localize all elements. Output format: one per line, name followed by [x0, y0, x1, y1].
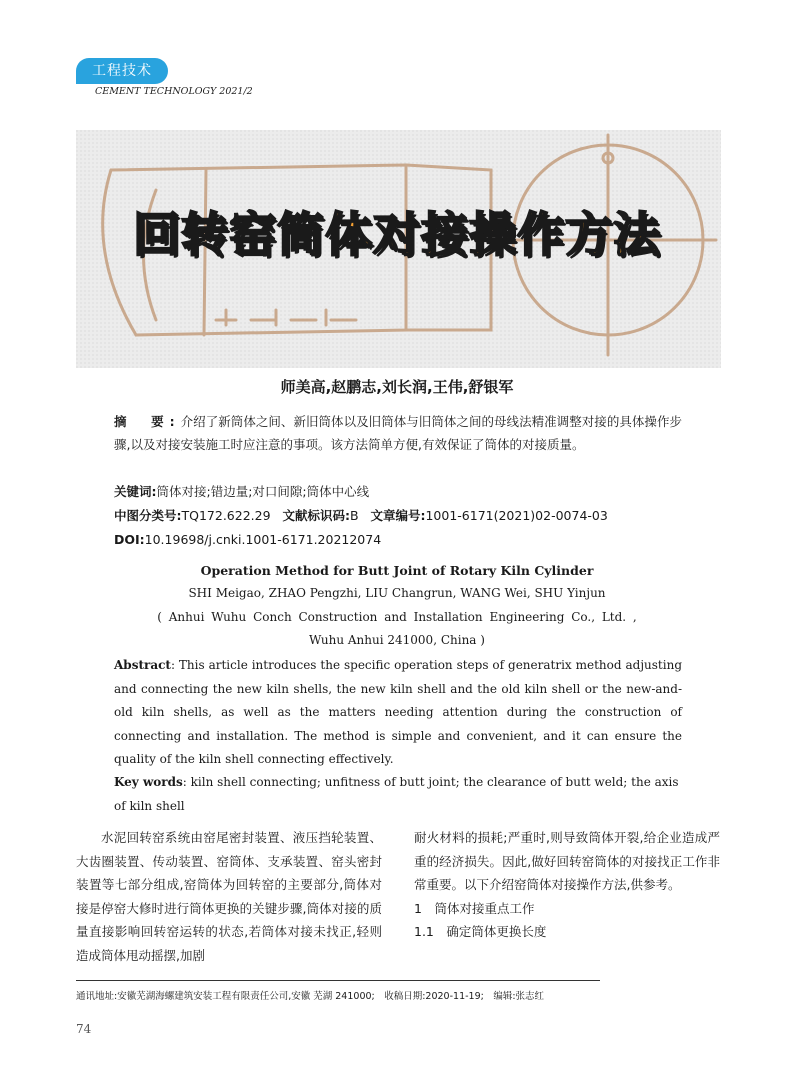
journal-running-head: CEMENT TECHNOLOGY 2021/2: [95, 86, 253, 97]
page-number: 74: [76, 1022, 92, 1036]
title-en: Operation Method for Butt Joint of Rotary Kiln Cylinder: [200, 563, 594, 578]
abstract-en-text: : This article introduces the specific operation steps of generatrix method adjusting and connecting the new kiln shells, the new kiln shell and the old kiln shell or the new-and-old kiln shells, as well as the matters needing attention during the construction of connecting and installation. The method is simple and convenient, and it can ensure the quality of the kiln shell connecting effectively.: [114, 658, 682, 766]
section-tab: 工程技术: [76, 58, 168, 84]
affiliation-en-line-1: ( Anhui Wuhu Conch Construction and Installation Engineering Co., Ltd. ,: [157, 610, 637, 624]
article-number-value: 1001-6171(2021)02-0074-03: [425, 508, 608, 523]
authors-en: SHI Meigao, ZHAO Pengzhi, LIU Changrun, WANG Wei, SHU Yinjun: [188, 586, 606, 600]
keywords-cn-text: 筒体对接;错边量;对口间隙;筒体中心线: [156, 484, 370, 499]
doi-value[interactable]: 10.19698/j.cnki.1001-6171.20212074: [144, 532, 382, 547]
keywords-en-text: : kiln shell connecting; unfitness of butt joint; the clearance of butt weld; the axis of kiln shell: [114, 775, 679, 813]
doc-code-value: B: [349, 508, 359, 523]
keywords-en: [114, 771, 682, 818]
doi-label: DOI:: [114, 532, 145, 547]
clc-value: TQ172.622.29: [181, 508, 271, 523]
doi-line: [114, 528, 682, 551]
body-column-left: 水泥回转窑系统由窑尾密封装置、液压挡轮装置、大齿圈装置、传动装置、窑筒体、支承装置、窑头密封装置等七部分组成,窑筒体为回转窑的主要部分,筒体对接是停窑大修时进行筒体更换的关键步骤,筒体对接的质量直接影响回转窑运转的状态,若筒体对接未找正,轻则造成筒体甩动摇摆,加剧: [76, 830, 382, 963]
article-number-label: 文章编号:: [370, 508, 426, 523]
abstract-cn: [114, 410, 682, 456]
body-paragraph: 耐火材料的损耗;严重时,则导致筒体开裂,给企业造成严重的经济损失。因此,做好回转窑筒体的对接找正工作非常重要。以下介绍窑筒体对接操作方法,供参考。: [414, 830, 720, 892]
keywords-cn: [114, 480, 682, 503]
affiliation-en-line-2: Wuhu Anhui 241000, China ): [309, 633, 485, 647]
section-heading-1: 1 筒体对接重点工作: [414, 900, 535, 916]
footnote: 通讯地址:安徽芜湖海螺建筑安装工程有限责任公司,安徽 芜湖 241000; 收稿日期:2020-11-19; 编辑:张志红: [76, 991, 545, 1002]
keywords-en-label: Key words: [114, 775, 183, 789]
abstract-en: [114, 654, 682, 772]
section-heading-1-1: 1.1 确定筒体更换长度: [414, 924, 547, 939]
doc-code-label: 文献标识码:: [282, 508, 350, 523]
classification-line: [114, 504, 682, 527]
keywords-cn-label: 关键词:: [114, 484, 157, 499]
authors-cn: 师美高,赵鹏志,刘长润,王伟,舒银军: [280, 378, 514, 396]
clc-label: 中图分类号:: [114, 508, 182, 523]
abstract-cn-label: 摘 要:: [114, 414, 181, 429]
article-title: 回转窑筒体对接操作方法: [133, 208, 661, 263]
abstract-cn-text: 介绍了新筒体之间、新旧筒体以及旧筒体与旧筒体之间的母线法精准调整对接的具体操作步骤,以及对接安装施工时应注意的事项。该方法简单方便,有效保证了筒体的对接质量。: [114, 414, 682, 452]
footnote-divider: [76, 980, 600, 981]
body-column-right: [414, 826, 720, 944]
abstract-en-label: Abstract: [114, 658, 171, 672]
